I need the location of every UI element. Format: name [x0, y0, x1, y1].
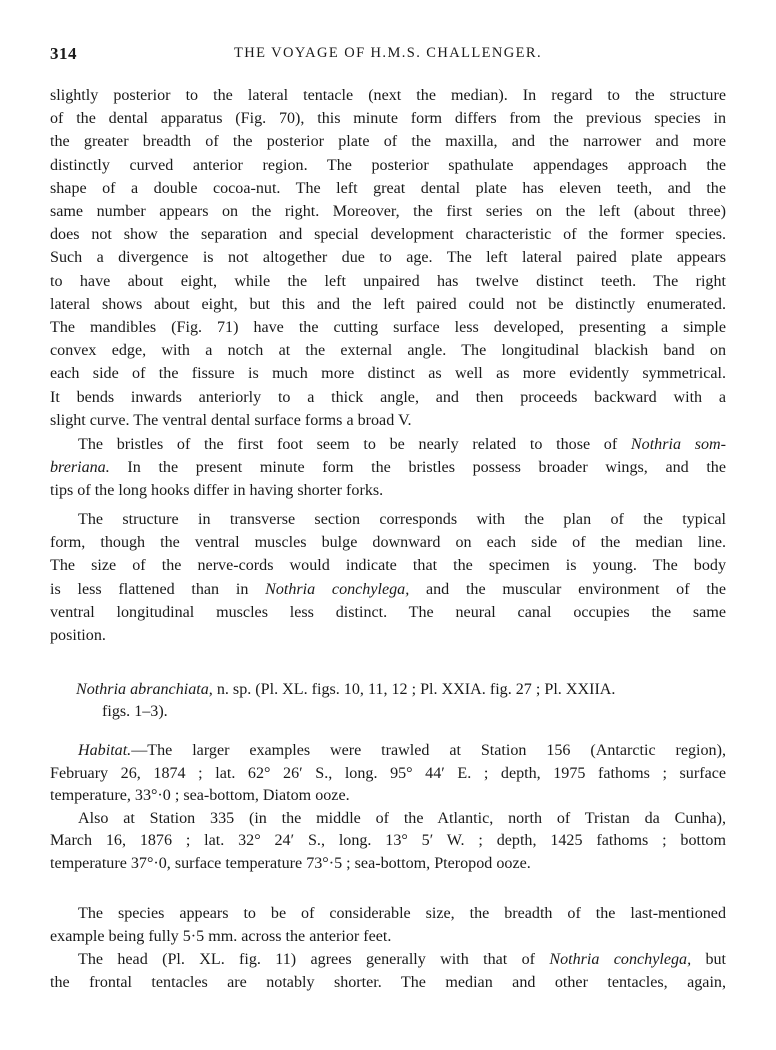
- paragraph-bristles: [50, 433, 726, 503]
- text-line: same number appears on the right. Moreover, the first series on the left (about three): [50, 203, 726, 221]
- page-header: [50, 44, 726, 66]
- text-line: convex edge, with a notch at the external angle. The longitudinal blackish band on: [50, 342, 726, 360]
- text-line: temperature 37°·0, surface temperature 73°·5 ; sea-bottom, Pteropod ooze.: [50, 854, 531, 872]
- text-line: Habitat.—The larger examples were trawled at Station 156 (Antarctic region),: [78, 742, 726, 759]
- habitat-label: Habitat.: [78, 742, 132, 759]
- species-description: [50, 902, 726, 994]
- text-line: lateral shows about eight, but this and the left paired could not be distinctly enumerated.: [50, 295, 726, 313]
- text-line: The size of the nerve-cords would indicate that the specimen is young. The body: [50, 557, 726, 575]
- text-line: Nothria abranchiata, n. sp. (Pl. XL. figs. 10, 11, 12 ; Pl. XXIA. fig. 27 ; Pl. XXIIA.: [76, 681, 616, 698]
- text-line: February 26, 1874 ; lat. 62° 26′ S., long. 95° 44′ E. ; depth, 1975 fathoms ; surface: [50, 764, 726, 782]
- text-line: example being fully 5·5 mm. across the anterior feet.: [50, 928, 392, 945]
- text-line: The species appears to be of considerable size, the breadth of the last-mentioned: [78, 905, 726, 922]
- species-name-italic: breriana.: [50, 459, 110, 477]
- text-line: Such a divergence is not altogether due to age. The left lateral paired plate appears: [50, 249, 726, 267]
- paragraph-dental-apparatus: [50, 84, 726, 432]
- text-line: to have about eight, while the left unpaired has twelve distinct teeth. The right: [50, 272, 726, 290]
- text-line: is less flattened than in Nothria conchylega, and the muscular environment of the: [50, 580, 726, 598]
- habitat-section: [50, 740, 726, 876]
- page-number: 314: [50, 44, 77, 63]
- species-name-italic: Nothria conchylega,: [265, 580, 410, 598]
- text-line: of the dental apparatus (Fig. 70), this minute form differs from the previous species in: [50, 110, 726, 128]
- species-heading: [50, 679, 726, 723]
- text-line: breriana. In the present minute form the bristles possess broader wings, and the: [50, 459, 726, 477]
- text-line: slight curve. The ventral dental surface forms a broad V.: [50, 411, 412, 429]
- text-line: The mandibles (Fig. 71) have the cutting surface less developed, presenting a simple: [50, 319, 726, 337]
- text-line: distinctly curved anterior region. The posterior spathulate appendages approach the: [50, 156, 726, 174]
- text-line: form, though the ventral muscles bulge downward on each side of the median line.: [50, 534, 726, 552]
- text-line: each side of the fissure is much more distinct as well as more evidently symmetrical.: [50, 365, 726, 383]
- paragraph-transverse-section: [50, 508, 726, 647]
- text-line: It bends inwards anteriorly to a thick angle, and then proceeds backward with a: [50, 388, 726, 406]
- text-line: The head (Pl. XL. fig. 11) agrees generally with that of Nothria conchylega, but: [78, 951, 727, 968]
- text-line: ventral longitudinal muscles less distinct. The neural canal occupies the same: [50, 603, 726, 621]
- species-title: Nothria abranchiata,: [76, 681, 213, 698]
- text-line: The structure in transverse section corresponds with the plan of the typical: [78, 511, 726, 528]
- text-line: March 16, 1876 ; lat. 32° 24′ S., long. 13° 5′ W. ; depth, 1425 fathoms ; bottom: [50, 832, 726, 850]
- running-head: THE VOYAGE OF H.M.S. CHALLENGER.: [234, 45, 542, 61]
- species-name-italic: Nothria som-: [630, 436, 726, 453]
- text-line: shape of a double cocoa-nut. The left great dental plate has eleven teeth, and the: [50, 179, 726, 197]
- text-line: Also at Station 335 (in the middle of the Atlantic, north of Tristan da Cunha),: [78, 809, 726, 827]
- text-line: The bristles of the first foot seem to be nearly related to those of Nothria som-: [78, 436, 726, 453]
- text-line: slightly posterior to the lateral tentacle (next the median). In regard to the structure: [50, 87, 726, 104]
- text-line: tips of the long hooks differ in having shorter forks.: [50, 482, 384, 500]
- text-line: the greater breadth of the posterior plate of the maxilla, and the narrower and more: [50, 133, 726, 151]
- text-line: position.: [50, 627, 106, 645]
- text-line: figs. 1–3).: [102, 703, 168, 721]
- species-name-italic: Nothria conchylega,: [549, 951, 692, 968]
- text-line: does not show the separation and special development characteristic of the former species.: [50, 226, 726, 244]
- text-line: temperature, 33°·0 ; sea-bottom, Diatom ooze.: [50, 787, 350, 805]
- text-line: the frontal tentacles are notably shorter. The median and other tentacles, again,: [50, 974, 726, 991]
